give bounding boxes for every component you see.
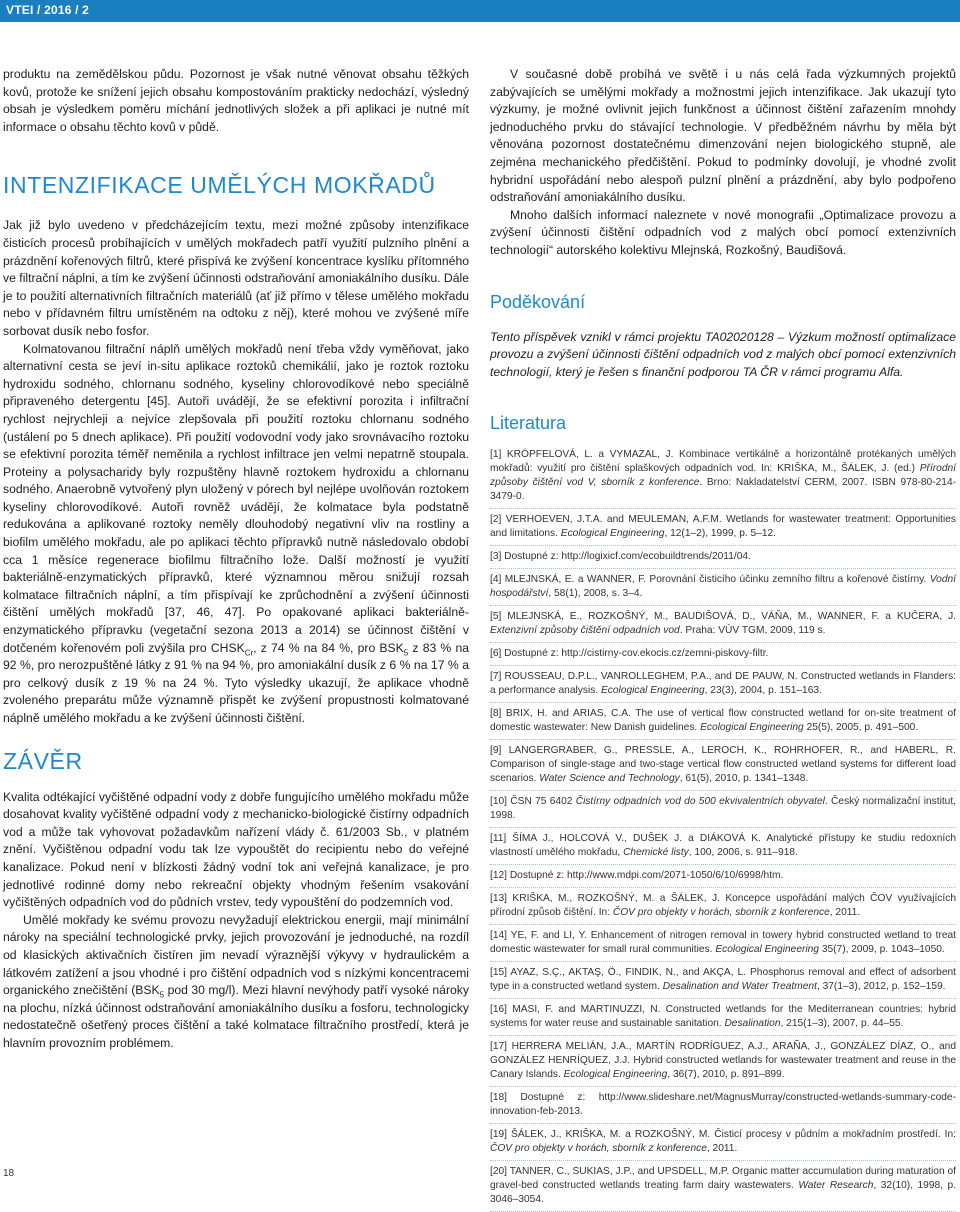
- paragraph-right-1: V současné době probíhá ve světě i u nás celá řada výzkumných projektů zabývajících se umělými mokřady a možnostmi jejich intenzifikace. Jak ukazují tyto výzkumy, je možné ovlivnit jejich funkčnost a účinnost čištění zařazením mnohdy jednoduchého prvku do stávající technologie. V předběžném návrhu by měla být věnována pozornost dostatečnému dimenzování nejen biologického stupně, ale zejména mechanického předčištění. Pokud to podmínky dovolují, je vhodné zvolit hybridní uspořádání nebo alespoň pulzní plnění a prázdnění, aby bylo podpořeno odstraňování amoniakálního dusíku.: [490, 67, 956, 205]
- reference-item: [10] ČSN 75 6402 Čistírny odpadních vod do 500 ekvivalentních obyvatel. Český normalizační institut, 1998.: [490, 791, 956, 828]
- reference-item: [18] Dostupné z: http://www.slideshare.net/MagnusMurray/constructed-wetlands-summary-code-innovation-feb-2013.: [490, 1087, 956, 1124]
- reference-item: [20] TANNER, C., SUKIAS, J.P., and UPSDELL, M.P. Organic matter accumulation during maturation of gravel-bed constructed wetlands treating farm dairy wastewaters. Water Research, 32(10), 1998, p. 3046–3054.: [490, 1161, 956, 1212]
- reference-item: [7] ROUSSEAU, D.P.L., VANROLLEGHEM, P.A., and DE PAUW, N. Constructed wetlands in Flanders: a performance analysis. Ecological Engineering, 23(3), 2004, p. 151–163.: [490, 666, 956, 703]
- reference-item: [11] ŠÍMA J., HOLCOVÁ V., DUŠEK J. a DIÁKOVÁ K. Analytické přístupy ke studiu redoxních vlastností umělého mokřadu, Chemické listy, 100, 2006, s. 911–918.: [490, 828, 956, 865]
- reference-item: [16] MASI, F. and MARTINUZZI, N. Constructed wetlands for the Mediterranean countries: hybrid systems for water reuse and sustainable sanitation. Desalination, 215(1–3), 2007, p. 44–55.: [490, 999, 956, 1036]
- reference-item: [9] LANGERGRABER, G., PRESSLE, A., LEROCH, K., ROHRHOFER, R., and HABERL, R. Comparison of single-stage and two-stage vertical flow constructed wetland systems for different load scenarios. Water Science and Technology, 61(5), 2010, p. 1341–1348.: [490, 740, 956, 791]
- reference-item: [3] Dostupné z: http://logixicf.com/ecobuildtrends/2011/04.: [490, 546, 956, 569]
- reference-item: [1] KRÖPFELOVÁ, L. a VYMAZAL, J. Kombinace vertikálně a horizontálně protékaných umělých mokřadů: využití pro čištění splaškových odpadních vod. In: KRIŠKA, M., ŠÁLEK, J. (ed.) Přírodní způsoby čištění vod V, sborník z konference. Brno: Nakladatelství CERM, 2007. ISBN 978-80-214-3479-0.: [490, 444, 956, 509]
- paragraph-intenzifikace-2: Kolmatovanou filtrační náplň umělých mokřadů není třeba vždy vyměňovat, jako alternativní cesta se jeví in-situ aplikace roztoků chemikálií, jako je roztok roztoku hydroxidu sodného, chlornanu sodného, kyseliny chlorovodíkové nebo speciálně připraveného detergentu [45]. Autoři uvádějí, že se efektivní porozita i infiltrační rychlost nejrychleji a nejvíce zlepšovala při použití roztoku chlornanu sodného (ustálení po 5 dnech aplikace). Při použití vodovodní vody jako srovnávacího roztoku se efektivní porozita téměř neměnila a rychlost infiltrace jen velmi nepatrně stoupala. Proteiny a polysacharidy byly rozpuštěny hlavně roztokem hydroxidu a chlornanu sodného. Anaerobně vytvořený plyn uložený v pórech byl nejlépe uvolňován roztokem kyseliny chlorovodíkové. Autoři rovněž uvádějí, že kolmatace byla podstatně redukována a aplikované roztoky neměly dlouhodobý negativní vliv na rostliny a biofilm umělého mokřadu, ale po aplikaci těchto přípravků nutně následovalo období cca 1 měsíce regenerace biofilmu filtračního lože. Další možností je využití bakteriálně-enzymatických přípravků, které významnou měrou snižují rozsah kolmatace filtračních náplní, a tím přispívají ke zprůchodnění a zvýšení účinnosti čištění umělých mokřadů [37, 46, 47]. Po opakované aplikaci bakteriálně-enzymatického přípravku (vegetační sezona 2013 a 2014) se účinnost čištění v dotčeném kořenovém poli zvýšila pro $CHSK_{Cr}$, z 74 % na 84 %, pro $BSK_5$ z 83 % na 92 %, pro nerozpuštěné látky z 91 % na 94 %, pro amoniakální dusík z 6 % na 17 % a pro celkový dusík z 19 % na 24 %. Tyto výsledky ukazují, že aplikace vhodně zvoleného preparátu může významně přispět ke zvýšení propustnosti kolmatované náplně umělého mokřadu a ke zvýšení účinnosti čištění.: [3, 341, 469, 725]
- reference-item: [6] Dostupné z: http://cistirny-cov.ekocis.cz/zemni-piskovy-filtr.: [490, 643, 956, 666]
- reference-list: [490, 444, 956, 1212]
- reference-item: [17] HERRERA MELIÁN, J.A., MARTÍN RODRÍGUEZ, A.J., ARAÑA, J., GONZÁLEZ DÍAZ, O., and GONZÁLEZ HENRÍQUEZ, J.J. Hybrid constructed wetlands for wastewater treatment and reuse in the Canary Islands. Ecological Engineering, 36(7), 2010, p. 891–899.: [490, 1036, 956, 1087]
- reference-item: [12] Dostupné z: http://www.mdpi.com/2071-1050/6/10/6998/htm.: [490, 865, 956, 888]
- acknowledgement-text: Tento příspěvek vznikl v rámci projektu TA02020128 – Výzkum možností optimalizace provozu a zvýšení účinnosti čištění odpadních vod z malých obcí pomocí extenzivních technologií, který je řešen s finanční podporou TA ČR v rámci programu Alfa.: [490, 329, 956, 379]
- page-number: 18: [3, 1168, 15, 1179]
- reference-item: [13] KRIŠKA, M., ROZKOŠNÝ, M. a ŠÁLEK, J. Koncepce uspořádání malých ČOV využívajících přírodní způsob čištění. In: ČOV pro objekty v horách, sborník z konference, 2011.: [490, 888, 956, 925]
- section-heading-podekovani: Poděkování: [490, 291, 586, 312]
- reference-item: [15] AYAZ, S.Ç., AKTAŞ, Ö., FINDIK, N., and AKÇA, L. Phosphorus removal and effect of adsorbent type in a constructed wetland system. Desalination and Water Treatment, 37(1–3), 2012, p. 152–159.: [490, 962, 956, 999]
- reference-item: [2] VERHOEVEN, J.T.A. and MEULEMAN, A.F.M. Wetlands for wastewater treatment: Opportunities and limitations. Ecological Engineering, 12(1–2), 1999, p. 5–12.: [490, 509, 956, 546]
- section-heading-intenzifikace: INTENZIFIKACE UMĚLÝCH MOKŘADŮ: [3, 172, 436, 199]
- paragraph-right-2: Mnoho dalších informací naleznete v nové monografii „Optimalizace provozu a zvýšení účinnosti čištění odpadních vod z malých obcí pomocí extenzivních technologií“ autorského kolektivu Mlejnská, Rozkošný, Baudišová.: [490, 207, 956, 257]
- paragraph-zaver-1: Kvalita odtékající vyčištěné odpadní vody z dobře fungujícího umělého mokřadu může dosahovat kvality vyčištěné odpadní vody z mechanicko-biologické čistírny odpadních vod a může tak vyhovovat požadavkům nařízení vlády č. 61/2003 Sb., v platném znění. Vyčištěnou odpadní vodu tak lze vypouštět do recipientu nebo do veřejné kanalizace. Pokud není v blízkosti žádný vodní tok ani veřejná kanalizace, je pro jednotlivé rodinné domy nebo rekreační objekty vhodným řešením vsakování vyčištěných odpadních vod do půdních vrstev, tedy vypouštění do podzemních vod.: [3, 789, 469, 910]
- paragraph-zaver-2: Umělé mokřady ke svému provozu nevyžadují elektrickou energii, mají minimální nároky na speciální technologické prvky, jejich provozování je jednoduché, na rozdíl od klasických aktivačních čistíren jim nevadí výraznější výkyvy v hydraulickém a látkovém zatížení a jsou vhodné i pro čištění odpadních vod s nízkými koncentracemi organického znečištění ($BSK_5$ pod 30 mg/l). Mezi hlavní nevýhody patří vysoké nároky na plochu, nízká účinnost odstraňování amoniakálního dusíku a fosforu, technologicky nedostatečně ošetřený proces čištění a také kolmatace filtračního prostředí, která je hlavním provozním problémem.: [3, 912, 469, 1050]
- reference-item: [5] MLEJNSKÁ, E., ROZKOŠNÝ, M., BAUDIŠOVÁ, D., VÁŇA, M., WANNER, F. a KUČERA, J. Extenzivní způsoby čištění odpadních vod. Praha: VÚV TGM, 2009, 119 s.: [490, 606, 956, 643]
- intro-paragraph: produktu na zemědělskou půdu. Pozornost je však nutné věnovat obsahu těžkých kovů, protože ke snížení jejich obsahu kompostováním prakticky nedochází, výsledný obsah je výsledkem poměru míchání jednotlivých složek a při aplikaci je nutné mít informace o obsahu těchto kovů v půdě.: [3, 67, 469, 134]
- right-column: [490, 66, 956, 1212]
- reference-item: [8] BRIX, H. and ARIAS, C.A. The use of vertical flow constructed wetland for on-site treatment of domestic wastewater: New Danish guidelines. Ecological Engineering 25(5), 2005, p. 491–500.: [490, 703, 956, 740]
- header-bar: [0, 0, 960, 22]
- journal-header: VTEI / 2016 / 2: [6, 3, 90, 17]
- reference-item: [14] YE, F. and LI, Y. Enhancement of nitrogen removal in towery hybrid constructed wetland to treat domestic wastewater for small rural communities. Ecological Engineering 35(7), 2009, p. 1043–1050.: [490, 925, 956, 962]
- paragraph-intenzifikace-1: Jak již bylo uvedeno v předcházejícím textu, mezi možné způsoby intenzifikace čisticích procesů probíhajících v umělých mokřadech patří využití pulzního plnění a prázdnění kořenových filtrů, které přispívá ke zvýšení koncentrace kyslíku přítomného ve filtrační náplni, a tím ke zvýšení účinnosti odstraňování amoniakálního dusíku. Dále je to použití alternativních filtračních materiálů (ať již přímo v tělese umělého mokřadu nebo v přídavném filtru umístěném na odtoku z něj), které mohou ve zvýšené míře sorbovat dusík nebo fosfor.: [3, 218, 469, 338]
- section-heading-zaver: ZÁVĚR: [3, 747, 83, 774]
- section-heading-literatura: Literatura: [490, 413, 567, 434]
- reference-item: [19] ŠÁLEK, J., KRIŠKA, M. a ROZKOŠNÝ, M. Čisticí procesy v půdním a mokřadním prostředí. In: ČOV pro objekty v horách, sborník z konference, 2011.: [490, 1124, 956, 1161]
- left-column: [3, 66, 469, 1053]
- reference-item: [4] MLEJNSKÁ, E. a WANNER, F. Porovnání čisticího účinku zemního filtru a kořenové čistírny. Vodní hospodářství, 58(1), 2008, s. 3–4.: [490, 569, 956, 606]
